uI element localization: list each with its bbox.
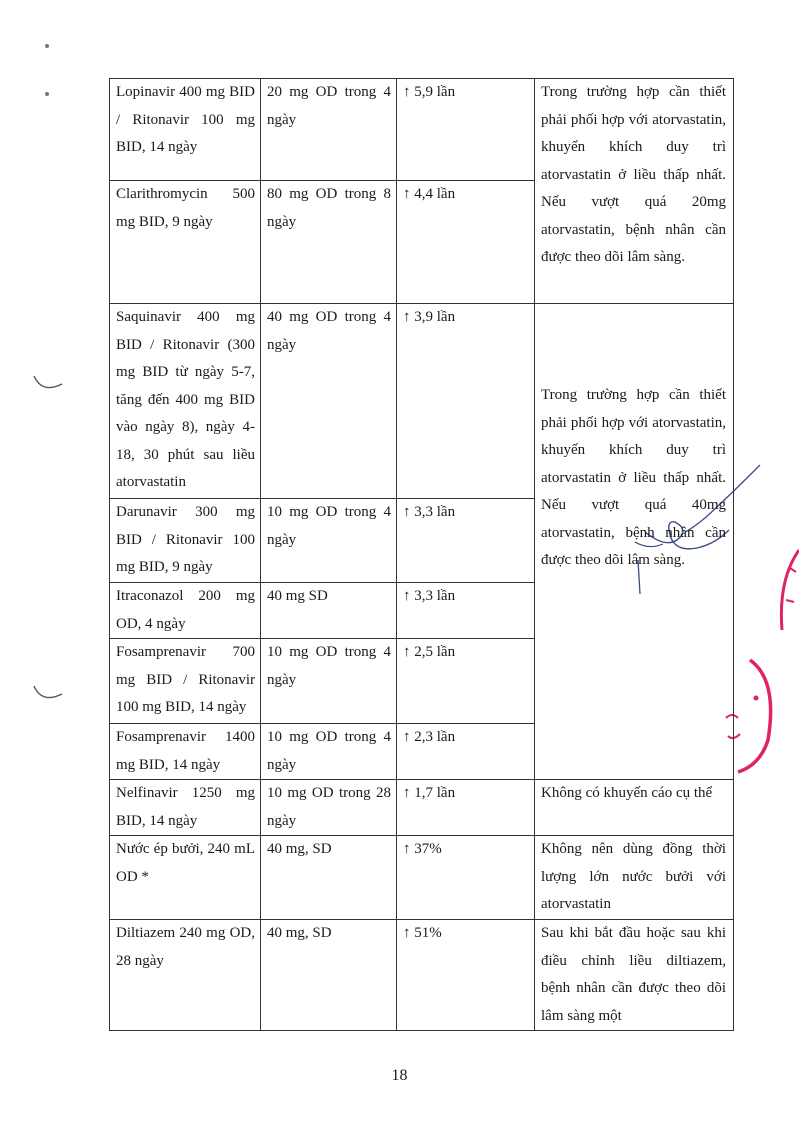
- auc-change-cell: ↑ 1,7 lần: [397, 780, 535, 836]
- regimen-cell: Saquinavir 400 mg BID / Ritonavir (300 mg BID từ ngày 5-7, tăng đến 400 mg BID vào ngày 8), ngày 4-18, 30 phút sau liều atorvastatin: [110, 304, 261, 499]
- atorvastatin-dose-cell: 80 mg OD trong 8 ngày: [261, 181, 397, 304]
- recommendation-text: Trong trường hợp cần thiết phải phối hợp với atorvastatin, khuyến khích duy trì atorvastatin ở liều thấp nhất. Nếu vượt quá 40mg atorvastatin, bệnh nhân cần được theo dõi lâm sàng.: [541, 387, 726, 568]
- regimen-cell: Fosamprenavir 700 mg BID / Ritonavir 100 mg BID, 14 ngày: [110, 639, 261, 724]
- atorvastatin-dose-cell: 10 mg OD trong 28 ngày: [261, 780, 397, 836]
- auc-change-cell: ↑ 3,3 lần: [397, 583, 535, 639]
- table-row: [110, 304, 734, 499]
- table-row: [110, 920, 734, 1031]
- auc-change-cell: ↑ 3,3 lần: [397, 499, 535, 583]
- auc-change-cell: ↑ 3,9 lần: [397, 304, 535, 499]
- atorvastatin-dose-cell: 10 mg OD trong 4 ngày: [261, 724, 397, 780]
- table-row: [110, 780, 734, 836]
- auc-change-cell: ↑ 51%: [397, 920, 535, 1031]
- atorvastatin-dose-cell: 40 mg, SD: [261, 920, 397, 1031]
- auc-change-cell: ↑ 4,4 lần: [397, 181, 535, 304]
- regimen-cell: Nước ép bưởi, 240 mL OD *: [110, 836, 261, 920]
- auc-change-cell: ↑ 5,9 lần: [397, 79, 535, 181]
- atorvastatin-dose-cell: 20 mg OD trong 4 ngày: [261, 79, 397, 181]
- auc-change-cell: ↑ 2,3 lần: [397, 724, 535, 780]
- auc-change-cell: ↑ 2,5 lần: [397, 639, 535, 724]
- table-row: [110, 836, 734, 920]
- scan-dot: [45, 92, 49, 96]
- regimen-cell: Clarithromycin 500 mg BID, 9 ngày: [110, 181, 261, 304]
- recommendation-cell: Không nên dùng đồng thời lượng lớn nước bưởi với atorvastatin: [535, 836, 734, 920]
- regimen-cell: Darunavir 300 mg BID / Ritonavir 100 mg BID, 9 ngày: [110, 499, 261, 583]
- atorvastatin-dose-cell: 40 mg OD trong 4 ngày: [261, 304, 397, 499]
- atorvastatin-dose-cell: 10 mg OD trong 4 ngày: [261, 499, 397, 583]
- atorvastatin-dose-cell: 40 mg SD: [261, 583, 397, 639]
- recommendation-cell: Trong trường hợp cần thiết phải phối hợp với atorvastatin, khuyến khích duy trì atorvastatin ở liều thấp nhất. Nếu vượt quá 20mg atorvastatin, bệnh nhân cần được theo dõi lâm sàng.: [535, 79, 734, 304]
- regimen-cell: Nelfinavir 1250 mg BID, 14 ngày: [110, 780, 261, 836]
- recommendation-cell: Không có khuyến cáo cụ thể: [535, 780, 734, 836]
- recommendation-cell: [535, 304, 734, 780]
- regimen-cell: Itraconazol 200 mg OD, 4 ngày: [110, 583, 261, 639]
- auc-change-cell: ↑ 37%: [397, 836, 535, 920]
- scan-dot: [45, 44, 49, 48]
- atorvastatin-dose-cell: 40 mg, SD: [261, 836, 397, 920]
- drug-interaction-table: [109, 78, 734, 1031]
- regimen-cell: Lopinavir 400 mg BID / Ritonavir 100 mg BID, 14 ngày: [110, 79, 261, 181]
- table-row: [110, 79, 734, 181]
- punch-hole-mark: [30, 680, 70, 710]
- page-number: 18: [391, 1067, 408, 1084]
- recommendation-cell: Sau khi bắt đầu hoặc sau khi điều chỉnh liều diltiazem, bệnh nhân cần được theo dõi lâm sàng một: [535, 920, 734, 1031]
- atorvastatin-dose-cell: 10 mg OD trong 4 ngày: [261, 639, 397, 724]
- regimen-cell: Fosamprenavir 1400 mg BID, 14 ngày: [110, 724, 261, 780]
- punch-hole-mark: [30, 370, 70, 400]
- regimen-cell: Diltiazem 240 mg OD, 28 ngày: [110, 920, 261, 1031]
